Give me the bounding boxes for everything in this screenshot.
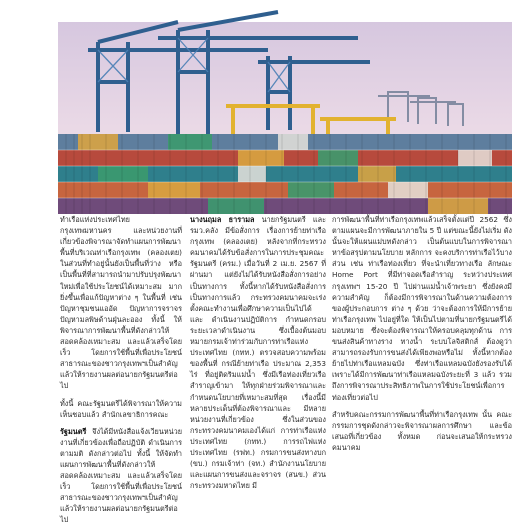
paragraph: ทั้งนี้ คณะรัฐมนตรีได้พิจารณาให้ความเห็นชอบแล้ว สำนักเลขาธิการคณะ: [60, 398, 182, 419]
paragraph: ทำเรือแห่งประเทศไทย กรุงเทพมหานคร และหน่วยงานที่เกี่ยวข้องพิจารณาจัดทำแผนการพัฒนาพื้นที่บริเวณท่าเรือกรุงเทพ (คลองเตย) ในส่วนที่ทำอยู่นั้นยังเป็นพื้นที่ว่าง หรือเป็นพื้นที่ที่สามารถนำมาปรับปรุงพัฒนาใหม่เพื่อใช้ประโยชน์ได้เหมาะสม มากยิ่งขึ้นเพื่อแก้ปัญหาต่าง ๆ ในพื้นที่ เช่น ปัญหาชุมชนแออัด ปัญหาการจราจร ปัญหามลพิษด้านฝุ่นละออง ทั้งนี้ ให้พิจารณาการพัฒนาพื้นที่ดังกล่าวให้สอดคล้องเหมาะสม และแล้วเสร็จโดยเร็ว โดยการใช้พื้นที่เพื่อประโยชน์สาธารณะของชาวกรุงเทพฯเป็นสำคัญ แล้วให้รายงานผลต่อนายกรัฐมนตรีต่อไป: [60, 215, 182, 391]
container-port-photo: [58, 22, 512, 214]
text-column-2: [190, 214, 326, 512]
paragraph: รัฐมนตรี จึงได้มีหนังสือแจ้งเวียนหน่วยงานที่เกี่ยวข้องเพื่อถือปฏิบัติ ดำเนินการตามมติ ดังกล่าวต่อไป ทั้งนี้ ให้จัดทำแผนการพัฒนาพื้นที่ดังกล่าวให้สอดคล้องเหมาะสม และแล้วเสร็จโดยเร็ว โดยการใช้พื้นที่เพื่อประโยชน์สาธารณะของชาวกรุงเทพฯเป็นสำคัญ แล้วให้รายงานผลต่อนายกรัฐมนตรีต่อไป: [60, 426, 182, 525]
text-column-1: [60, 214, 182, 525]
text-column-3: [332, 214, 512, 512]
paragraph: สำหรับคณะกรรมการพัฒนาพื้นที่ท่าเรือกรุงเทพ นั้น คณะกรรมการชุดดังกล่าวจะพิจารณาผลการศึกษา และข้อเสนอที่เกี่ยวข้อง ทั้งหมด ก่อนจะเสนอให้กระทรวงคมนาคม: [332, 409, 512, 452]
paragraph: นางนฤมล ธารามล นายกรัฐมนตรี และ รมว.คลัง มีข้อสั่งการ เรื่องการย้ายท่าเรือกรุงเทพ (คลองเตย) หลังจากที่กระทรวงคมนาคมได้รับข้อสั่งการในการประชุมคณะรัฐมนตรี (ครม.) เมื่อวันที่ 2 เม.ย. 2567 ที่ผ่านมา แต่ยังไม่ได้รับหนังสือสั่งการอย่างเป็นทางการ ทั้งนี้หากได้รับหนังสือสั่งการเป็นทางการแล้ว กระทรวงคมนาคมจะเร่งตั้งคณะทำงานเพื่อศึกษาความเป็นไปได้ และ ดำเนินงานปฏิบัติการ กำหนดกรอบระยะเวลาดำเนินงาน ซึ่งเบื้องต้นมอบหมายกรมเจ้าท่าร่วมกับการท่าเรือแห่งประเทศไทย (กทท.) ตรวจสอบความพร้อมของพื้นที่ กรณีย้ายท่าเรือ ประมาณ 2,353 ไร่ ที่อยู่ติดริมแม่น้ำ ซึ่งมีเรือท่องเที่ยวเรือสำราญเข้ามา ให้ทุกฝ่ายร่วมพิจารณาและกำหนดนโยบายที่เหมาะสมที่สุด เรื่องนี้มีหลายประเด็นที่ต้องพิจารณาและ มีหลายหน่วยงานที่เกี่ยวข้อง ซึ่งในส่วนของกระทรวงคมนาคมเองได้แก่ การท่าเรือแห่งประเทศไทย (กทท.) การรถไฟแห่งประเทศไทย (รฟท.) กรมการขนส่งทางบก (ขบ.) กรมเจ้าท่า (จท.) สำนักงานนโยบายและแผนการขนส่งและจราจร (สนข.) ส่วนกระทรวงมหาดไทย มี: [190, 215, 326, 491]
paragraph: การพัฒนาพื้นที่ท่าเรือกรุงเทพแล้วเสร็จตั้งแต่ปี 2562 ซึ่งตามแผนจะมีการพัฒนาภายใน 5 ปี แต่ขณะนี้ยังไม่เริ่ม ดังนั้นจะให้แผนแม่บทดังกล่าว เป็นต้นแบบในการพิจารณาหาข้อสรุปตามนโยบาย หลักการ จะคงบริการท่าเรือไว้บางส่วน เช่น ท่าเรือท่องเที่ยว ที่จะนำเที่ยวทางเรือ ลักษณะ Home Port ที่มีท่าจอดเรือสำราญ ระหว่างประเทศ กรุงเทพฯ 15-20 ปี ไปผ่านแม่น้ำเจ้าพระยา ซึ่งยังคงมีความสำคัญ ก็ต้องมีการพิจารณาในด้านความต้องการ ของผู้ประกอบการ ต่าง ๆ ด้วย ว่าจะต้องการให้มีการย้ายท่าเรือกรุงเทพ ไปอยู่ที่ใด ให้เป็นไปตามที่นายกรัฐมนตรีได้มอบหมาย ซึ่งจะต้องพิจารณาให้ครอบคลุมทุกด้าน การขนส่งสินค้าทางราง ทางน้ำ ระบบโลจิสติกส์ ต้องดูว่าสามารถรองรับการขนส่งได้เพียงพอหรือไม่ ทั้งนี้หากต้องย้ายไปท่าเรือแหลมฉบัง ซึ่งท่าเรือแหลมฉบังยังรองรับได้ เพราะได้มีการพัฒนาท่าเรือแหลมฉบังระยะที่ 3 แล้ว รวมถึงการพิจารณาประสิทธิภาพในการใช้ประโยชน์เพื่อการท่องเที่ยวต่อไป: [332, 215, 512, 402]
